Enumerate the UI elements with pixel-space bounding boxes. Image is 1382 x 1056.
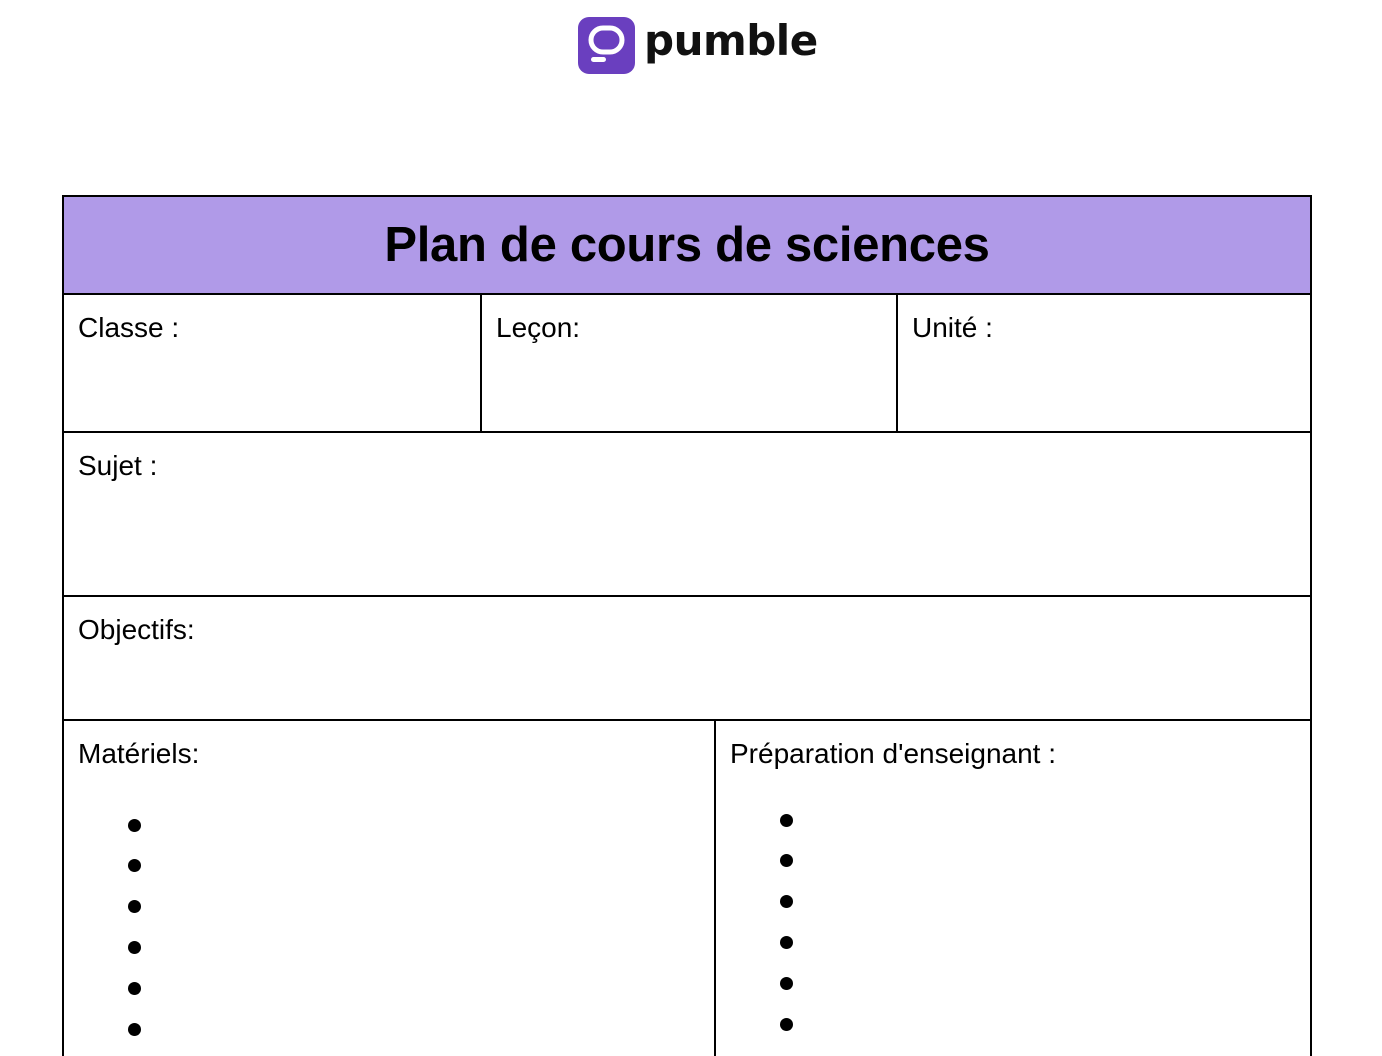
page-title: Plan de cours de sciences	[384, 218, 990, 272]
materiels-bullet-item[interactable]	[128, 982, 141, 995]
materiels-bullet-item[interactable]	[128, 900, 141, 913]
sujet-field[interactable]: Sujet :	[78, 450, 158, 481]
materiels-cell[interactable]	[64, 721, 714, 1056]
materiels-bullet-item[interactable]	[128, 941, 141, 954]
materiels-bullet-item[interactable]	[128, 859, 141, 872]
pumble-wordmark: pumble	[644, 16, 818, 65]
preparation-bullet-item[interactable]	[780, 814, 793, 827]
materiels-bullet-item[interactable]	[128, 1023, 141, 1036]
materiels-label: Matériels:	[78, 738, 200, 769]
preparation-bullet-item[interactable]	[780, 895, 793, 908]
preparation-bullet-item[interactable]	[780, 1018, 793, 1031]
sujet-row	[64, 433, 1310, 597]
preparation-label: Préparation d'enseignant :	[730, 738, 1057, 769]
unite-field[interactable]: Unité :	[896, 295, 1310, 431]
preparation-bullet-item[interactable]	[780, 936, 793, 949]
pumble-logo	[578, 16, 818, 74]
meta-row	[64, 295, 1310, 433]
classe-field[interactable]: Classe :	[78, 312, 180, 343]
preparation-bullet-item[interactable]	[780, 977, 793, 990]
lists-row	[64, 721, 1310, 1056]
preparation-bullet-item[interactable]	[780, 854, 793, 867]
lecon-field[interactable]: Leçon:	[480, 295, 896, 431]
materiels-bullet-item[interactable]	[128, 819, 141, 832]
objectifs-field[interactable]: Objectifs:	[78, 614, 195, 645]
lesson-plan-table	[62, 195, 1312, 1056]
pumble-logo-icon	[578, 17, 635, 74]
preparation-cell[interactable]	[714, 721, 1310, 1056]
objectifs-row	[64, 597, 1310, 721]
title-banner	[64, 197, 1310, 295]
